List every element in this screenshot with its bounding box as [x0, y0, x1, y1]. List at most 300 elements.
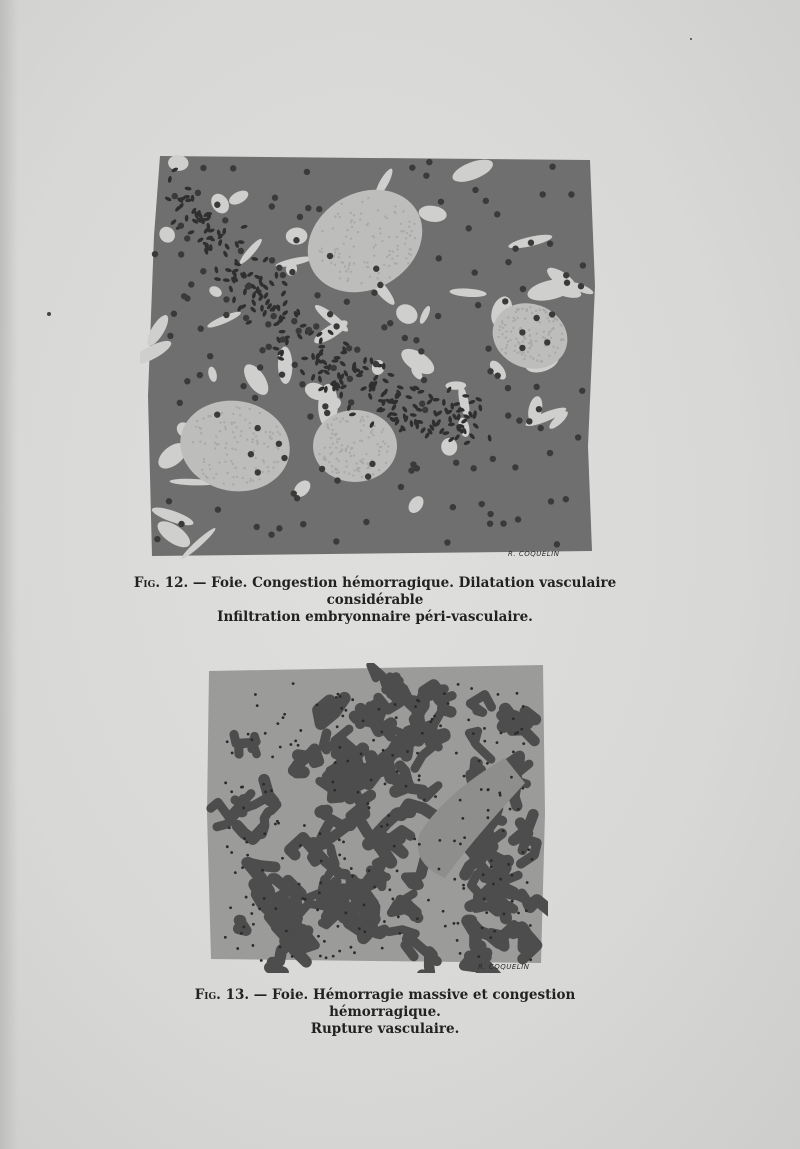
red-blood-cell: [263, 461, 265, 463]
tissue-trabecula: [274, 904, 296, 914]
red-blood-cell: [545, 311, 547, 313]
red-blood-cell: [407, 262, 409, 264]
red-blood-cell: [517, 341, 519, 343]
cell-nucleus: [529, 958, 532, 961]
red-blood-cell: [535, 340, 537, 342]
hepatocyte-nucleus: [195, 190, 201, 196]
red-blood-cell: [389, 250, 391, 252]
red-blood-cell: [360, 461, 362, 463]
red-blood-cell: [352, 474, 354, 476]
red-blood-cell: [223, 421, 225, 423]
cell-nucleus: [373, 886, 376, 889]
red-blood-cell: [546, 317, 548, 319]
hepatocyte-nucleus: [549, 163, 555, 169]
cell-nucleus: [430, 720, 433, 723]
red-blood-cell: [232, 413, 234, 415]
cell-nucleus: [368, 869, 371, 872]
fig-12-caption: [95, 575, 655, 626]
red-blood-cell: [552, 320, 554, 322]
red-blood-cell: [529, 355, 531, 357]
hepatocyte-nucleus: [519, 329, 525, 335]
cell-nucleus: [417, 700, 420, 703]
red-blood-cell: [396, 236, 398, 238]
red-blood-cell: [366, 463, 368, 465]
red-blood-cell: [195, 426, 197, 428]
red-blood-cell: [501, 333, 503, 335]
red-blood-cell: [347, 445, 349, 447]
red-blood-cell: [548, 354, 550, 356]
hepatocyte-nucleus: [377, 282, 383, 288]
red-blood-cell: [343, 242, 345, 244]
red-blood-cell: [216, 443, 218, 445]
cell-nucleus: [507, 863, 510, 866]
red-blood-cell: [244, 419, 246, 421]
tissue-trabecula: [320, 811, 327, 815]
red-blood-cell: [243, 467, 245, 469]
cell-nucleus: [457, 683, 460, 686]
red-blood-cell: [368, 466, 370, 468]
red-blood-cell: [345, 466, 347, 468]
red-blood-cell: [402, 210, 404, 212]
red-blood-cell: [389, 276, 391, 278]
red-blood-cell: [342, 261, 344, 263]
cell-nucleus: [521, 787, 524, 790]
red-blood-cell: [335, 417, 337, 419]
cell-nucleus: [396, 770, 399, 773]
hepatocyte-nucleus: [276, 525, 282, 531]
red-blood-cell: [392, 251, 394, 253]
cell-nucleus: [335, 696, 338, 699]
red-blood-cell: [374, 425, 376, 427]
red-blood-cell: [234, 436, 236, 438]
cell-nucleus: [319, 955, 322, 958]
red-blood-cell: [536, 332, 538, 334]
red-blood-cell: [331, 429, 333, 431]
red-blood-cell: [384, 215, 386, 217]
cell-nucleus: [318, 891, 321, 894]
cell-nucleus: [455, 752, 458, 755]
red-blood-cell: [388, 254, 390, 256]
hepatocyte-nucleus: [536, 406, 542, 412]
red-blood-cell: [377, 209, 379, 211]
cell-nucleus: [395, 716, 398, 719]
hepatocyte-nucleus: [314, 292, 320, 298]
cell-nucleus: [380, 825, 383, 828]
red-blood-cell: [334, 264, 336, 266]
red-blood-cell: [353, 221, 355, 223]
red-blood-cell: [232, 476, 234, 478]
hepatocyte-nucleus: [450, 504, 456, 510]
cell-nucleus: [384, 783, 387, 786]
red-blood-cell: [370, 432, 372, 434]
red-blood-cell: [265, 431, 267, 433]
cell-nucleus: [251, 738, 254, 741]
red-blood-cell: [386, 256, 388, 258]
cell-nucleus: [522, 742, 525, 745]
red-blood-cell: [373, 246, 375, 248]
red-blood-cell: [250, 478, 252, 480]
red-blood-cell: [409, 234, 411, 236]
hepatocyte-nucleus: [421, 377, 427, 383]
hepatocyte-nucleus: [200, 268, 206, 274]
red-blood-cell: [371, 429, 373, 431]
hepatocyte-nucleus: [297, 214, 303, 220]
cell-nucleus: [276, 820, 279, 823]
red-blood-cell: [353, 454, 355, 456]
cell-nucleus: [234, 871, 237, 874]
red-blood-cell: [529, 334, 531, 336]
red-blood-cell: [408, 226, 410, 228]
red-blood-cell: [338, 253, 340, 255]
cell-nucleus: [247, 733, 250, 736]
red-blood-cell: [223, 482, 225, 484]
fig-12-caption-label: Fig. 12.: [133, 575, 189, 591]
cell-nucleus: [240, 932, 243, 935]
red-blood-cell: [263, 442, 265, 444]
red-blood-cell: [355, 462, 357, 464]
red-blood-cell: [208, 464, 210, 466]
cell-nucleus: [226, 845, 229, 848]
cell-nucleus: [438, 839, 441, 842]
hepatocyte-nucleus: [423, 172, 429, 178]
tissue-trabecula: [247, 863, 275, 869]
cell-nucleus: [381, 947, 384, 950]
red-blood-cell: [249, 422, 251, 424]
hepatocyte-nucleus: [487, 521, 493, 527]
red-blood-cell: [516, 308, 518, 310]
hepatocyte-nucleus: [505, 259, 511, 265]
cell-nucleus: [245, 896, 248, 899]
red-blood-cell: [319, 250, 321, 252]
hepatocyte-nucleus: [214, 202, 220, 208]
cell-nucleus: [516, 692, 519, 695]
red-blood-cell: [524, 354, 526, 356]
cell-nucleus: [499, 794, 502, 797]
hepatocyte-nucleus: [419, 401, 425, 407]
red-blood-cell: [255, 457, 257, 459]
red-blood-cell: [521, 308, 523, 310]
cell-nucleus: [483, 740, 486, 743]
hepatocyte-nucleus: [515, 516, 521, 522]
cell-nucleus: [443, 692, 446, 695]
fig-12-caption-line-1: [95, 575, 655, 609]
hepatocyte-nucleus: [322, 403, 328, 409]
cell-nucleus: [260, 959, 263, 962]
red-blood-cell: [512, 317, 514, 319]
cell-nucleus: [416, 917, 419, 920]
hepatocyte-nucleus: [230, 165, 236, 171]
red-blood-cell: [350, 212, 352, 214]
cell-nucleus: [397, 916, 400, 919]
red-blood-cell: [226, 453, 228, 455]
cell-nucleus: [319, 881, 322, 884]
hepatocyte-nucleus: [200, 165, 206, 171]
red-blood-cell: [200, 432, 202, 434]
red-blood-cell: [347, 267, 349, 269]
red-blood-cell: [330, 437, 332, 439]
cell-nucleus: [444, 925, 447, 928]
red-blood-cell: [367, 197, 369, 199]
red-blood-cell: [327, 426, 329, 428]
hepatocyte-nucleus: [270, 313, 276, 319]
fig-13-caption-label: Fig. 13.: [194, 987, 250, 1003]
red-blood-cell: [204, 443, 206, 445]
cell-nucleus: [480, 788, 483, 791]
hepatocyte-nucleus: [533, 315, 539, 321]
red-blood-cell: [382, 428, 384, 430]
red-blood-cell: [225, 428, 227, 430]
cell-nucleus: [414, 705, 417, 708]
red-blood-cell: [202, 417, 204, 419]
cell-nucleus: [398, 932, 401, 935]
cell-nucleus: [279, 946, 282, 949]
red-blood-cell: [361, 476, 363, 478]
cell-nucleus: [252, 903, 255, 906]
hepatocyte-nucleus: [512, 245, 518, 251]
red-blood-cell: [384, 443, 386, 445]
cell-nucleus: [387, 814, 390, 817]
red-blood-cell: [338, 438, 340, 440]
red-blood-cell: [505, 330, 507, 332]
cell-nucleus: [339, 695, 342, 698]
red-blood-cell: [342, 417, 344, 419]
red-blood-cell: [330, 423, 332, 425]
hepatocyte-nucleus: [554, 541, 560, 547]
red-blood-cell: [269, 431, 271, 433]
hepatocyte-nucleus: [269, 257, 275, 263]
red-blood-cell: [240, 430, 242, 432]
hepatocyte-nucleus: [327, 311, 333, 317]
hepatocyte-nucleus: [252, 395, 258, 401]
cell-nucleus: [297, 744, 300, 747]
red-blood-cell: [255, 435, 257, 437]
hepatocyte-nucleus: [363, 519, 369, 525]
red-blood-cell: [226, 472, 228, 474]
red-blood-cell: [529, 306, 531, 308]
hepatocyte-nucleus: [171, 311, 177, 317]
red-blood-cell: [526, 310, 528, 312]
red-blood-cell: [505, 352, 507, 354]
red-blood-cell: [209, 415, 211, 417]
cell-nucleus: [252, 923, 255, 926]
fig-12-caption-line-2: Infiltration embryonnaire péri-vasculaire.: [217, 609, 533, 625]
red-blood-cell: [272, 432, 274, 434]
hepatocyte-nucleus: [305, 205, 311, 211]
cell-nucleus: [264, 732, 267, 735]
red-blood-cell: [321, 230, 323, 232]
red-blood-cell: [230, 460, 232, 462]
red-blood-cell: [334, 215, 336, 217]
red-blood-cell: [549, 330, 551, 332]
red-blood-cell: [242, 477, 244, 479]
red-blood-cell: [331, 432, 333, 434]
red-blood-cell: [347, 277, 349, 279]
cell-nucleus: [490, 859, 493, 862]
hepatocyte-nucleus: [304, 169, 310, 175]
red-blood-cell: [270, 438, 272, 440]
red-blood-cell: [350, 448, 352, 450]
cell-nucleus: [274, 823, 277, 826]
hepatocyte-nucleus: [540, 191, 546, 197]
cell-nucleus: [416, 752, 419, 755]
red-blood-cell: [539, 309, 541, 311]
hepatocyte-nucleus: [516, 417, 522, 423]
red-blood-cell: [321, 259, 323, 261]
red-blood-cell: [350, 270, 352, 272]
cell-nucleus: [489, 936, 492, 939]
red-blood-cell: [551, 328, 553, 330]
red-blood-cell: [351, 226, 353, 228]
cell-nucleus: [520, 728, 523, 731]
red-blood-cell: [215, 473, 217, 475]
red-blood-cell: [514, 345, 516, 347]
cell-nucleus: [360, 753, 363, 756]
hepatocyte-nucleus: [465, 225, 471, 231]
cell-nucleus: [438, 868, 441, 871]
red-blood-cell: [233, 421, 235, 423]
hepatocyte-nucleus: [487, 368, 493, 374]
red-blood-cell: [499, 325, 501, 327]
fig-12-caption-text: — Foie. Congestion hémorragique. Dilatation vasculaire considérable: [188, 575, 617, 608]
cell-nucleus: [294, 740, 297, 743]
red-blood-cell: [335, 457, 337, 459]
cell-nucleus: [380, 730, 383, 733]
cell-nucleus: [529, 924, 532, 927]
cell-nucleus: [366, 802, 369, 805]
red-blood-cell: [396, 255, 398, 257]
hepatocyte-nucleus: [512, 464, 518, 470]
hepatocyte-nucleus: [197, 372, 203, 378]
red-blood-cell: [377, 277, 379, 279]
hepatocyte-nucleus: [280, 272, 286, 278]
red-blood-cell: [332, 443, 334, 445]
red-blood-cell: [548, 320, 550, 322]
cell-nucleus: [245, 841, 248, 844]
red-blood-cell: [339, 216, 341, 218]
cell-nucleus: [282, 716, 285, 719]
hepatocyte-nucleus: [470, 465, 476, 471]
hepatocyte-nucleus: [347, 376, 353, 382]
hepatocyte-nucleus: [248, 451, 254, 457]
tissue-trabecula: [405, 877, 419, 887]
cell-nucleus: [434, 795, 437, 798]
red-blood-cell: [258, 478, 260, 480]
cell-nucleus: [242, 925, 245, 928]
red-blood-cell: [557, 347, 559, 349]
red-blood-cell: [530, 339, 532, 341]
hepatocyte-nucleus: [373, 266, 379, 272]
cell-nucleus: [496, 741, 499, 744]
cell-nucleus: [457, 922, 460, 925]
red-blood-cell: [396, 245, 398, 247]
cell-nucleus: [481, 926, 484, 929]
red-blood-cell: [507, 316, 509, 318]
hepatocyte-nucleus: [354, 346, 360, 352]
hepatocyte-nucleus: [547, 450, 553, 456]
hepatocyte-nucleus: [154, 536, 160, 542]
red-blood-cell: [367, 436, 369, 438]
red-blood-cell: [542, 336, 544, 338]
red-blood-cell: [249, 480, 251, 482]
hepatocyte-nucleus: [578, 283, 584, 289]
cell-nucleus: [433, 715, 436, 718]
red-blood-cell: [514, 319, 516, 321]
red-blood-cell: [373, 254, 375, 256]
hepatocyte-nucleus: [472, 187, 478, 193]
red-blood-cell: [214, 447, 216, 449]
red-blood-cell: [249, 427, 251, 429]
hepatocyte-nucleus: [528, 240, 534, 246]
hepatocyte-nucleus: [327, 253, 333, 259]
cell-nucleus: [487, 809, 490, 812]
red-blood-cell: [359, 439, 361, 441]
red-blood-cell: [382, 440, 384, 442]
cell-nucleus: [439, 724, 442, 727]
red-blood-cell: [219, 430, 221, 432]
red-blood-cell: [380, 431, 382, 433]
hepatocyte-nucleus: [369, 461, 375, 467]
cell-nucleus: [316, 703, 319, 706]
fig-12-illustration: [140, 146, 600, 566]
cell-nucleus: [418, 774, 421, 777]
red-blood-cell: [561, 338, 563, 340]
red-blood-cell: [346, 280, 348, 282]
hepatocyte-nucleus: [373, 361, 379, 367]
red-blood-cell: [517, 317, 519, 319]
cell-nucleus: [325, 956, 328, 959]
red-blood-cell: [201, 469, 203, 471]
red-blood-cell: [345, 236, 347, 238]
cell-nucleus: [363, 930, 366, 933]
red-blood-cell: [353, 214, 355, 216]
red-blood-cell: [547, 333, 549, 335]
red-blood-cell: [383, 264, 385, 266]
red-blood-cell: [261, 471, 263, 473]
hepatocyte-nucleus: [422, 407, 428, 413]
hepatocyte-nucleus: [214, 411, 220, 417]
red-blood-cell: [531, 312, 533, 314]
hepatocyte-nucleus: [316, 206, 322, 212]
hepatocyte-nucleus: [475, 302, 481, 308]
red-blood-cell: [329, 446, 331, 448]
red-blood-cell: [391, 258, 393, 260]
cell-nucleus: [230, 851, 233, 854]
hepatocyte-nucleus: [413, 337, 419, 343]
cell-nucleus: [526, 881, 529, 884]
red-blood-cell: [331, 451, 333, 453]
red-blood-cell: [394, 211, 396, 213]
cell-nucleus: [264, 790, 267, 793]
hepatocyte-nucleus: [418, 348, 424, 354]
hepatocyte-nucleus: [289, 269, 295, 275]
red-blood-cell: [345, 448, 347, 450]
red-blood-cell: [366, 261, 368, 263]
cell-nucleus: [500, 731, 503, 734]
red-blood-cell: [252, 438, 254, 440]
cell-nucleus: [517, 808, 520, 811]
cell-nucleus: [391, 898, 394, 901]
red-blood-cell: [224, 461, 226, 463]
cell-nucleus: [486, 762, 489, 765]
red-blood-cell: [336, 248, 338, 250]
red-blood-cell: [326, 423, 328, 425]
red-blood-cell: [345, 450, 347, 452]
hepatocyte-nucleus: [152, 251, 158, 257]
cell-nucleus: [453, 878, 456, 881]
cell-nucleus: [345, 709, 348, 712]
red-blood-cell: [199, 441, 201, 443]
red-blood-cell: [273, 461, 275, 463]
